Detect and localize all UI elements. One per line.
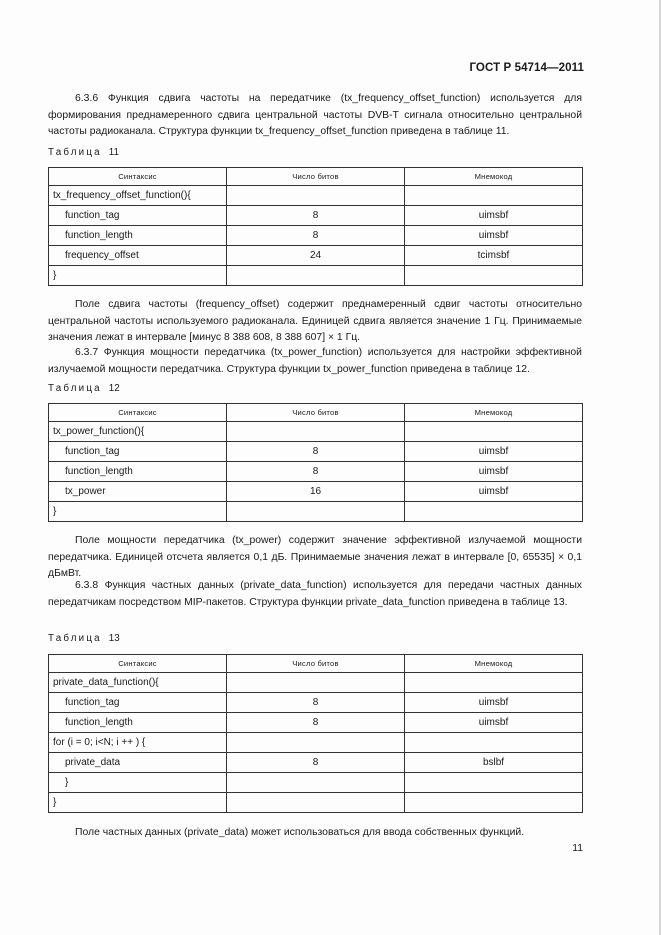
paragraph-6-3-8: [48, 578, 582, 611]
syntax-cell: function_length: [49, 462, 227, 482]
syntax-cell: for (i = 0; i<N; i ++ ) {: [49, 733, 227, 753]
table-row: [49, 226, 583, 246]
mnemonic-cell: bslbf: [405, 753, 583, 773]
table-row: [49, 186, 583, 206]
paragraph-text: 6.3.8 Функция частных данных (private_data_function) используется для передачи частных данных передатчикам посредством MIP-пакетов. Структура функции private_data_function приведена в таблице 13.: [48, 580, 582, 608]
table-row: [49, 206, 583, 226]
table-row: [49, 773, 583, 793]
mnemonic-cell: uimsbf: [405, 226, 583, 246]
table-row: [49, 793, 583, 813]
mnemonic-cell: uimsbf: [405, 713, 583, 733]
header-mnemonic: Мнемокод: [405, 168, 583, 186]
table-row: [49, 482, 583, 502]
bits-cell: [227, 502, 405, 522]
header-syntax: Синтаксис: [49, 404, 227, 422]
table-header-row: [49, 655, 583, 673]
bits-cell: [227, 793, 405, 813]
mnemonic-cell: [405, 773, 583, 793]
bits-cell: [227, 422, 405, 442]
paragraph-private-data: [48, 825, 582, 842]
bits-cell: [227, 673, 405, 693]
syntax-cell: function_length: [49, 713, 227, 733]
caption-number: 11: [108, 147, 119, 158]
header-syntax: Синтаксис: [49, 168, 227, 186]
table-13-caption: [48, 633, 120, 644]
header-bits: Число битов: [227, 404, 405, 422]
syntax-cell: function_tag: [49, 442, 227, 462]
page-number: 11: [572, 843, 583, 854]
bits-cell: 8: [227, 693, 405, 713]
bits-cell: [227, 733, 405, 753]
syntax-cell: private_data_function(){: [49, 673, 227, 693]
bits-cell: [227, 266, 405, 286]
paragraph-text: 6.3.6 Функция сдвига частоты на передатчике (tx_frequency_offset_function) используется для формирования преднамеренного сдвига центральной частоты DVB-T сигнала относительно центральной частоты радиоканала. Структура функции tx_frequency_offset_function приведена в таблице 11.: [48, 93, 582, 138]
header-bits: Число битов: [227, 655, 405, 673]
paragraph-text: Поле сдвига частоты (frequency_offset) содержит преднамеренный сдвиг частоты относительно центральной частоты используемого радиоканала. Единицей сдвига является значение 1 Гц. Принимаемые значения лежат в интервале [минус 8 388 608, 8 388 607] × 1 Гц.: [48, 299, 582, 344]
paragraph-6-3-6: [48, 91, 582, 141]
table-row: [49, 753, 583, 773]
mnemonic-cell: [405, 733, 583, 753]
mnemonic-cell: uimsbf: [405, 482, 583, 502]
mnemonic-cell: uimsbf: [405, 462, 583, 482]
mnemonic-cell: [405, 793, 583, 813]
table-header-row: [49, 404, 583, 422]
table-row: [49, 462, 583, 482]
bits-cell: 8: [227, 462, 405, 482]
table-11-caption: [48, 147, 119, 158]
bits-cell: 8: [227, 442, 405, 462]
table-header-row: [49, 168, 583, 186]
bits-cell: 8: [227, 753, 405, 773]
syntax-cell: private_data: [49, 753, 227, 773]
header-bits: Число битов: [227, 168, 405, 186]
table-row: [49, 266, 583, 286]
caption-label: Таблица: [48, 383, 102, 394]
caption-number: 12: [108, 383, 120, 394]
table-12-caption: [48, 383, 120, 394]
table-row: [49, 733, 583, 753]
paragraph-text: Поле частных данных (private_data) может использоваться для ввода собственных функций.: [75, 827, 525, 838]
bits-cell: 16: [227, 482, 405, 502]
mnemonic-cell: uimsbf: [405, 442, 583, 462]
table-12: [48, 403, 583, 522]
bits-cell: 8: [227, 226, 405, 246]
caption-number: 13: [108, 633, 120, 644]
paragraph-tx-power: [48, 533, 582, 583]
table-row: [49, 673, 583, 693]
paragraph-6-3-7: [48, 345, 582, 378]
caption-label: Таблица: [48, 147, 102, 158]
header-mnemonic: Мнемокод: [405, 404, 583, 422]
mnemonic-cell: [405, 186, 583, 206]
table-row: [49, 422, 583, 442]
mnemonic-cell: [405, 673, 583, 693]
paragraph-frequency-offset: [48, 297, 582, 347]
paragraph-text: 6.3.7 Функция мощности передатчика (tx_power_function) используется для настройки эффективной излучаемой мощности передатчика. Структура функции tx_power_function приведена в таблице 12.: [48, 347, 582, 375]
mnemonic-cell: uimsbf: [405, 693, 583, 713]
syntax-cell: }: [49, 793, 227, 813]
syntax-cell: }: [49, 773, 227, 793]
paragraph-text: Поле мощности передатчика (tx_power) содержит значение эффективной излучаемой мощности передатчика. Единицей отсчета является 0,1 дБ. Принимаемые значения лежат в интервале [0, 65535] × 0,1 дБмВт.: [48, 535, 582, 580]
table-row: [49, 246, 583, 266]
mnemonic-cell: [405, 502, 583, 522]
standard-code: ГОСТ Р 54714—2011: [469, 62, 584, 74]
syntax-cell: function_tag: [49, 206, 227, 226]
bits-cell: 8: [227, 206, 405, 226]
table-row: [49, 442, 583, 462]
header-syntax: Синтаксис: [49, 655, 227, 673]
bits-cell: [227, 186, 405, 206]
syntax-cell: function_length: [49, 226, 227, 246]
table-11: [48, 167, 583, 286]
table-row: [49, 502, 583, 522]
syntax-cell: tx_power: [49, 482, 227, 502]
caption-label: Таблица: [48, 633, 102, 644]
mnemonic-cell: [405, 422, 583, 442]
table-row: [49, 693, 583, 713]
syntax-cell: function_tag: [49, 693, 227, 713]
syntax-cell: }: [49, 502, 227, 522]
bits-cell: [227, 773, 405, 793]
syntax-cell: tx_power_function(){: [49, 422, 227, 442]
bits-cell: 8: [227, 713, 405, 733]
table-row: [49, 713, 583, 733]
mnemonic-cell: uimsbf: [405, 206, 583, 226]
table-13: [48, 654, 583, 813]
syntax-cell: tx_frequency_offset_function(){: [49, 186, 227, 206]
mnemonic-cell: tcimsbf: [405, 246, 583, 266]
bits-cell: 24: [227, 246, 405, 266]
syntax-cell: }: [49, 266, 227, 286]
header-mnemonic: Мнемокод: [405, 655, 583, 673]
syntax-cell: frequency_offset: [49, 246, 227, 266]
mnemonic-cell: [405, 266, 583, 286]
